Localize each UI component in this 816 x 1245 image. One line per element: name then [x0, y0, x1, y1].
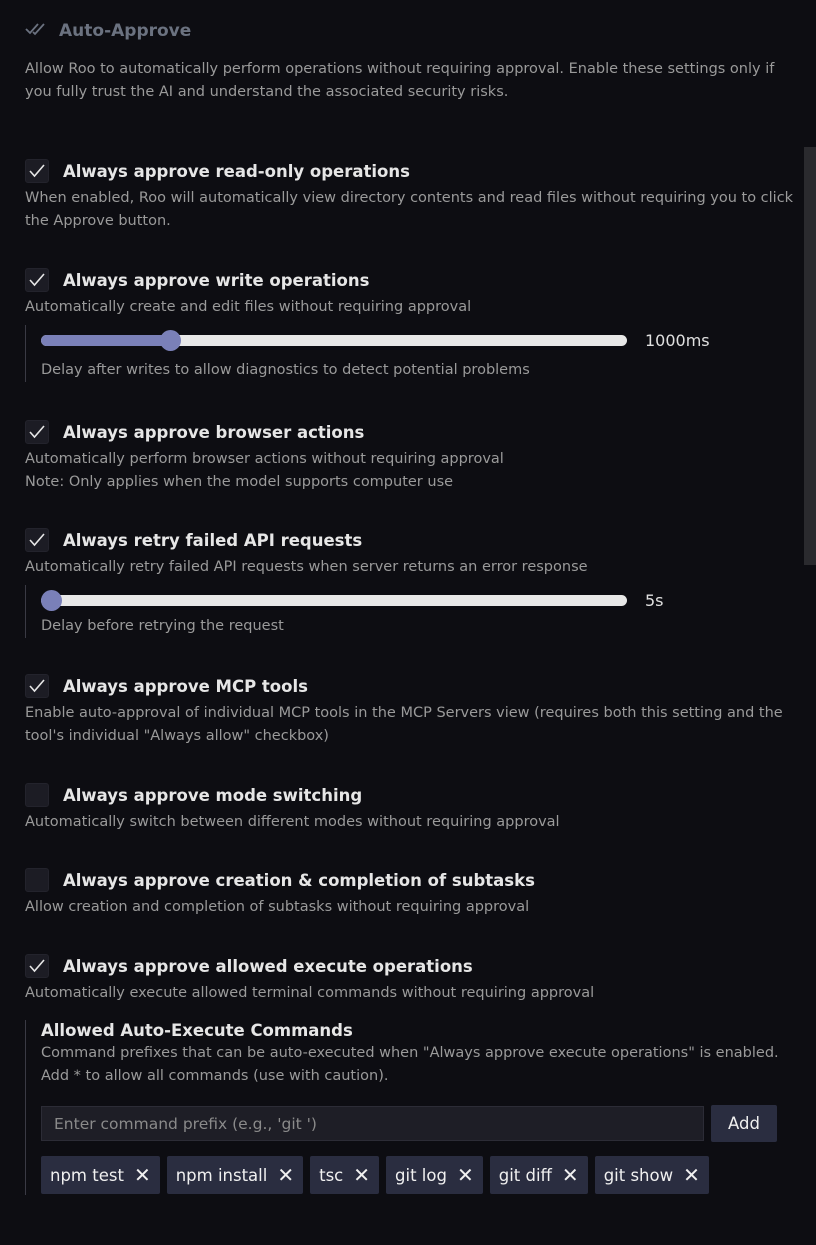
write-delay-group: [25, 325, 795, 382]
close-icon[interactable]: ✕: [353, 1163, 371, 1187]
option-label[interactable]: Always approve read-only operations: [63, 161, 410, 181]
checkbox-browser[interactable]: [25, 420, 49, 444]
allowed-commands-group: [25, 1020, 795, 1195]
option-description: When enabled, Roo will automatically view directory contents and read files without requiring you to click the Approve button.: [25, 190, 794, 229]
command-chip-label: npm install: [175, 1165, 268, 1185]
command-chip: [490, 1156, 588, 1194]
command-chip: [41, 1156, 160, 1194]
retry-delay-slider[interactable]: [41, 595, 627, 606]
option-mode-switch: [25, 781, 795, 834]
command-chip-label: tsc: [319, 1165, 344, 1185]
command-chip-label: git show: [603, 1165, 674, 1185]
option-description: Automatically switch between different modes without requiring approval: [25, 814, 560, 830]
checkbox-mode-switch[interactable]: [25, 783, 49, 807]
command-prefix-input[interactable]: [41, 1106, 704, 1141]
allowed-commands-title: Allowed Auto-Execute Commands: [41, 1021, 353, 1040]
option-label[interactable]: Always approve allowed execute operations: [63, 956, 473, 976]
section-header: [25, 18, 191, 44]
section-title: Auto-Approve: [59, 21, 192, 41]
checkbox-read-only[interactable]: [25, 159, 49, 183]
command-chip: [595, 1156, 709, 1194]
checkmark-icon: [28, 424, 46, 440]
option-description: Enable auto-approval of individual MCP tools in the MCP Servers view (requires both this setting and the tool's individual "Always allow" checkbox): [25, 705, 783, 744]
command-chip: [167, 1156, 303, 1194]
write-delay-value: 1000ms: [645, 330, 710, 350]
checkmark-icon: [28, 163, 46, 179]
close-icon[interactable]: ✕: [277, 1163, 295, 1187]
option-browser: [25, 418, 795, 494]
slider-fill: [41, 335, 170, 346]
close-icon[interactable]: ✕: [683, 1163, 700, 1187]
section-description: Allow Roo to automatically perform operations without requiring approval. Enable these settings only if you fully trust the AI and understand the associated security risks.: [25, 61, 775, 100]
command-chip: [310, 1156, 379, 1194]
checkbox-write[interactable]: [25, 268, 49, 292]
command-chip-list: [41, 1156, 795, 1194]
option-note: Note: Only applies when the model supports computer use: [25, 474, 454, 490]
retry-delay-description: Delay before retrying the request: [41, 618, 284, 634]
write-delay-description: Delay after writes to allow diagnostics to detect potential problems: [41, 362, 530, 378]
close-icon[interactable]: ✕: [133, 1163, 151, 1187]
retry-delay-value: 5s: [645, 590, 664, 610]
checkbox-execute[interactable]: [25, 954, 49, 978]
slider-thumb[interactable]: [160, 330, 181, 351]
option-description: Automatically create and edit files without requiring approval: [25, 299, 472, 315]
allowed-commands-description: Command prefixes that can be auto-executed when "Always approve execute operations" is enabled. Add * to allow all commands (use with caution).: [41, 1045, 779, 1084]
close-icon[interactable]: ✕: [561, 1163, 579, 1187]
checkmark-icon: [28, 272, 46, 288]
option-description: Automatically retry failed API requests when server returns an error response: [25, 559, 588, 575]
option-label[interactable]: Always approve write operations: [63, 270, 370, 290]
check-check-icon: [25, 21, 47, 41]
option-label[interactable]: Always approve mode switching: [63, 785, 363, 805]
add-command-button[interactable]: Add: [711, 1105, 777, 1142]
command-chip-label: git diff: [498, 1165, 552, 1185]
option-label[interactable]: Always approve creation & completion of subtasks: [63, 870, 535, 890]
checkmark-icon: [28, 958, 46, 974]
checkbox-subtasks[interactable]: [25, 868, 49, 892]
option-mcp: [25, 672, 795, 748]
option-write: [25, 266, 795, 382]
write-delay-slider[interactable]: [41, 335, 627, 346]
option-retry: [25, 526, 795, 638]
option-description: Automatically perform browser actions without requiring approval: [25, 451, 504, 467]
option-subtasks: [25, 866, 795, 919]
option-label[interactable]: Always approve MCP tools: [63, 676, 308, 696]
command-chip-label: npm test: [50, 1165, 124, 1185]
checkmark-icon: [28, 532, 46, 548]
option-label[interactable]: Always approve browser actions: [63, 422, 365, 442]
option-description: Automatically execute allowed terminal commands without requiring approval: [25, 985, 595, 1001]
option-label[interactable]: Always retry failed API requests: [63, 530, 363, 550]
option-description: Allow creation and completion of subtasks without requiring approval: [25, 899, 530, 915]
close-icon[interactable]: ✕: [456, 1163, 474, 1187]
slider-thumb[interactable]: [41, 590, 62, 611]
command-chip-label: git log: [395, 1165, 447, 1185]
checkmark-icon: [28, 678, 46, 694]
scrollbar[interactable]: [804, 147, 816, 565]
option-read-only: [25, 157, 795, 233]
option-execute: [25, 952, 795, 1195]
retry-delay-group: [25, 585, 795, 638]
checkbox-retry[interactable]: [25, 528, 49, 552]
checkbox-mcp[interactable]: [25, 674, 49, 698]
command-chip: [386, 1156, 483, 1194]
